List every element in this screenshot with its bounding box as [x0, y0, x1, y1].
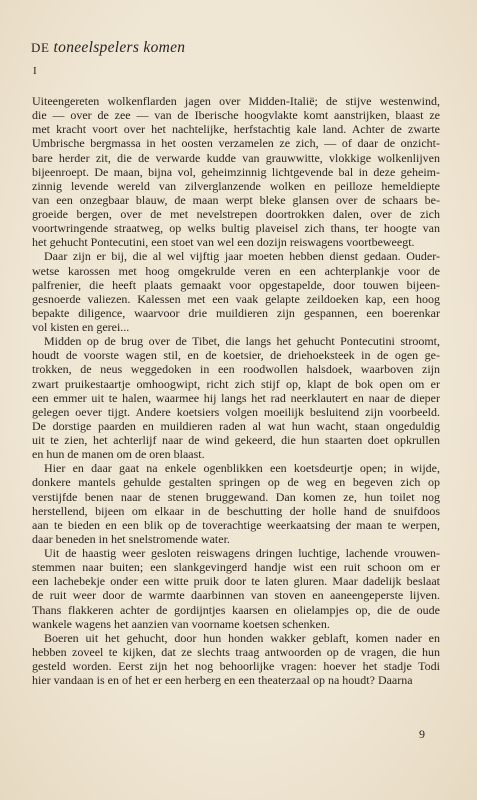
- text-line: met kracht voort over het nachtelijke, herfstachtig kale land. Achter de zwarte: [32, 122, 440, 137]
- text-line: donkere mantels gehulde gestalten springen op de weg en begeven zich op: [32, 475, 440, 490]
- text-line: verstijfde benen naar de stenen bruggewand. Dan komen ze, hun toilet nog: [32, 489, 440, 504]
- paragraph: [32, 94, 440, 249]
- text-line: palfrenier, die heeft plaats gemaakt voor opgestapelde, door touwen bijeen-: [32, 277, 440, 292]
- text-line: een lachebekje onder een witte pruik door te laten gluren. Maar dadelijk beslaat: [32, 574, 440, 589]
- text-line: de ruit weer door de warmte daarbinnen van stoven en aaneengeperste lijven.: [32, 588, 440, 603]
- text-line: een emmer uit te halen, waarmee hij langs het rad neerklautert en naar de dieper: [32, 390, 440, 405]
- text-line: Midden op de brug over de Tibet, die langs het gehucht Pontecutini stroomt,: [44, 334, 440, 349]
- text-line: hebben zoveel te kijken, dat ze slechts traag antwoorden op de vragen, die hun: [32, 644, 440, 659]
- paragraph: [32, 461, 440, 546]
- text-line: Daar zijn er bij, die al wel vijftig jaar moeten hebben dienst gedaan. Ouder-: [44, 249, 440, 264]
- text-line: Uit de haastig weer gesloten reiswagens dringen luchtige, lachende vrouwen-: [44, 546, 440, 560]
- text-line: wetse karossen met hoog omgekrulde veren en een achterplankje voor de: [32, 263, 440, 278]
- text-line: stemmen naar buiten; een slankgevingerd handje wist een ruit schoon om er: [32, 560, 440, 575]
- paragraph: [32, 249, 440, 334]
- text-line: aan te bieden en een blik op de toverachtige weerkaatsing der maan te werpen,: [32, 517, 440, 532]
- paragraph: [32, 334, 440, 461]
- text-line: die — over de zee — van de Iberische hoogvlakte komt aanstrijken, blaast ze: [32, 108, 440, 123]
- running-head-title: toneelspelers komen: [53, 39, 186, 56]
- text-line: en hun de manen om de oren blaast.: [32, 447, 205, 462]
- text-line: het gehucht Pontecutini, een stoet van wel een dozijn reiswagens voortbeweegt.: [32, 235, 415, 250]
- text-line: gesteld worden. Eerst zijn het nog behoorlijke vragen: hoever het stadje Todi: [32, 659, 440, 673]
- text-line: houdt de voorste wagen stil, en de koetsier, de driehoeksteek in de ogen ge-: [32, 348, 440, 363]
- text-line: daar beneden in het snelstromende water.: [32, 531, 230, 546]
- text-line: hier vandaan is en of het er een herberg en een theaterzaal op na houdt? Daarna: [32, 673, 413, 688]
- text-line: groeide bergen, over de met nevelstrepen doortrokken dalen, over de zich: [32, 207, 440, 221]
- paragraph: [32, 631, 440, 688]
- text-line: trokken, de neus weggedoken in een roodwollen halsdoek, waarboven zijn: [32, 362, 440, 377]
- text-line: Uiteengereten wolkenflarden jagen over Midden-Italië; de stijve westenwind,: [32, 94, 440, 108]
- text-line: zwart pruikestaartje omhoogwipt, richt zich stijf op, klapt de bok open om er: [32, 376, 440, 391]
- text-line: De dorstige paarden en muildieren raden al wat hun wacht, staan ongeduldig: [32, 418, 440, 433]
- text-line: zinnig levende wereld van zilverglanzende wolken en peilloze hemeldiepte: [32, 178, 440, 193]
- page-number: 9: [419, 727, 425, 741]
- running-head-small-caps: DE: [31, 40, 50, 55]
- chapter-number: I: [33, 65, 37, 77]
- text-line: vol kisten en gerei...: [32, 320, 130, 334]
- text-line: bare herder zit, die de verwarde kudde van grauwwitte, vlokkige wolkenlijven: [32, 150, 440, 165]
- text-line: Boeren uit het gehucht, door hun honden wakker geblaft, komen nader en: [44, 630, 440, 645]
- text-line: Umbrische bergmassa in het oosten verzamelen ze zich, — of daar de onzicht-: [32, 136, 440, 151]
- text-line: gesnoerde valiezen. Kalessen met een vaak gelapte zeildoeken kap, een hoog: [32, 291, 440, 306]
- text-line: gelegen oever tijgt. Andere koetsiers volgen moeilijk besluitend zijn voorbeeld.: [32, 404, 440, 419]
- text-line: bijeenroept. De maan, bijna vol, geheimzinnig lichtgevende bal in deze geheim-: [32, 164, 440, 179]
- text-line: Thans flakkeren achter de gordijntjes kaarsen en olielampjes op, die de oude: [32, 602, 440, 617]
- text-line: voortwringende straatweg, op welks bultig plaveisel zich thans, ter hoogte van: [32, 221, 440, 236]
- text-line: Hier en daar gaat na enkele ogenblikken een koetsdeurtje open; in wijde,: [44, 461, 440, 476]
- text-line: bepakte diligence, waarvoor drie muildieren zijn gespannen, een boerenkar: [32, 305, 440, 320]
- text-line: van een onzegbaar blauw, de maan werpt bleke glansen over de schaars be-: [32, 192, 440, 207]
- text-line: wankele wagens het aanzien van voorname koetsen schenken.: [32, 616, 330, 631]
- body-text: [32, 94, 440, 687]
- text-line: herstellend, bijeen om elkaar in de beschutting der holle hand de snuifdoos: [32, 503, 440, 518]
- text-line: uit te zien, het achterlijf naar de wind gekeerd, die hun staarten doet opkrullen: [32, 433, 440, 447]
- running-head: [31, 38, 185, 58]
- paragraph: [32, 546, 440, 631]
